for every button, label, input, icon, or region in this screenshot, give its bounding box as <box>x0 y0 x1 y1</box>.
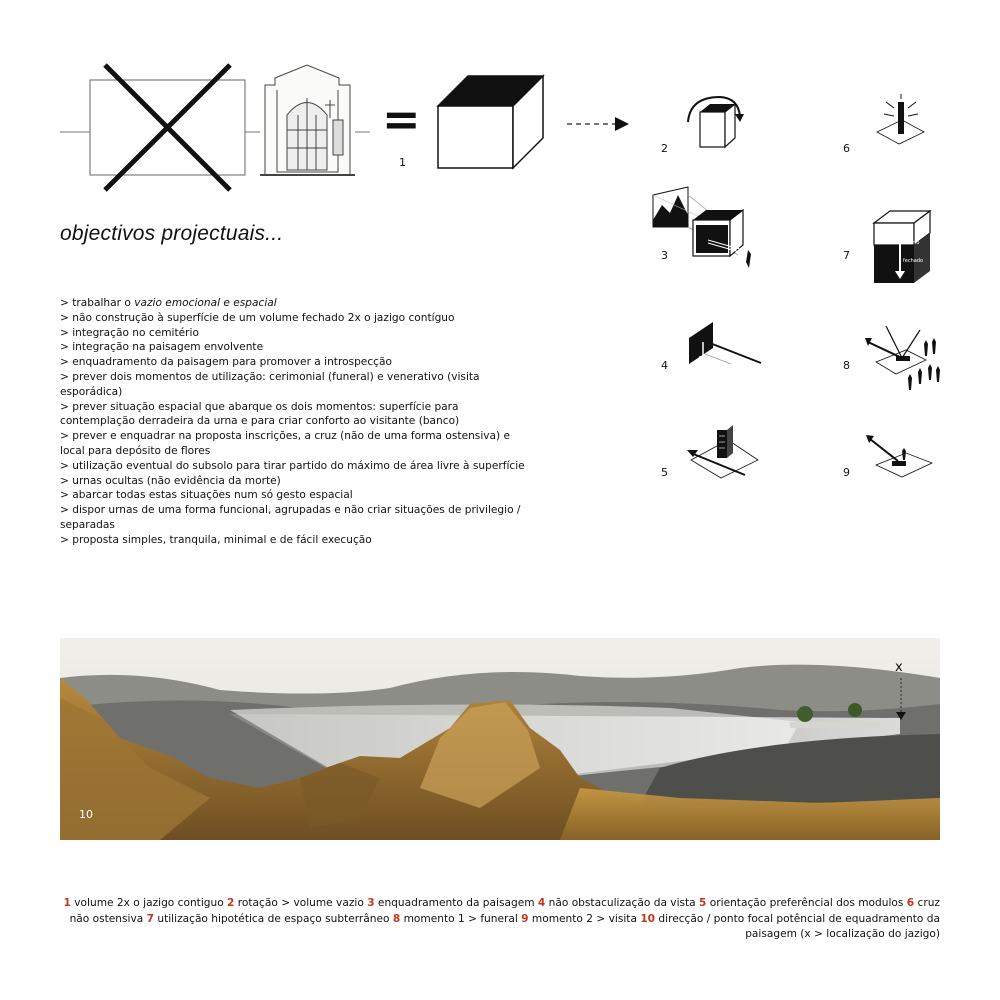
diagram-number-7: 7 <box>843 249 850 262</box>
diagram-6-cross <box>872 92 928 148</box>
figure-caption <box>60 896 940 943</box>
list-item: > integração na paisagem envolvente <box>60 341 264 354</box>
caption-text: direcção / ponto focal potêncial de equadramento da paisagem (x > localização do jazigo) <box>655 912 940 940</box>
section-title: objectivos projectuais... <box>60 222 284 245</box>
list-item: > proposta simples, tranquila, minimal e de fácil execução <box>60 533 372 546</box>
box7-label-bottom: fechado <box>903 258 924 264</box>
list-item: > não construção à superfície de um volume fechado 2x o jazigo contíguo <box>60 311 455 324</box>
objectives-list <box>60 296 530 548</box>
list-item: > dispor urnas de uma forma funcional, agrupadas e não criar situações de privilegio / separadas <box>60 504 521 531</box>
list-item: > abarcar todas estas situações num só gesto espacial <box>60 489 353 502</box>
diagram-number-6: 6 <box>843 142 850 155</box>
caption-text: momento 2 > visita <box>528 912 641 925</box>
list-item: > trabalhar o vazio emocional e espacial <box>60 297 277 309</box>
caption-number: 5 <box>699 897 707 909</box>
caption-text: momento 1 > funeral <box>400 912 522 925</box>
dashed-arrow <box>565 114 635 134</box>
equals-sign: = <box>382 92 421 146</box>
caption-text: não obstaculização da vista <box>545 897 700 909</box>
caption-number: 4 <box>537 897 546 909</box>
caption-text: orientação preferêncial dos modulos <box>706 897 907 909</box>
diagram-number-4: 4 <box>661 359 668 372</box>
list-item: > prever dois momentos de utilização: cerimonial (funeral) e venerativo (visita esporádica) <box>60 370 480 398</box>
caption-number: 8 <box>392 912 401 925</box>
caption-text: rotação > volume vazio <box>234 897 368 909</box>
list-item: > integração no cemitério <box>60 326 199 339</box>
caption-number: 10 <box>640 912 656 925</box>
caption-number: 2 <box>227 897 235 909</box>
caption-number: 6 <box>906 897 915 909</box>
chapel-drawing <box>260 65 355 175</box>
diagram-8-funeral <box>862 320 946 398</box>
box7-label-top: aberto <box>903 240 920 246</box>
diagram-2-rotation <box>680 92 750 152</box>
landscape-panorama <box>60 638 940 840</box>
diagram-number-5: 5 <box>661 466 668 479</box>
panorama-number: 10 <box>79 808 93 821</box>
caption-number: 3 <box>367 897 375 909</box>
caption-text: utilização hipotética de espaço subterrâneo <box>154 912 393 925</box>
diagram-number-2: 2 <box>661 142 668 155</box>
diagram-7-subterranean <box>870 205 938 287</box>
diagram-number-1: 1 <box>399 156 406 169</box>
caption-number: 9 <box>521 912 529 925</box>
diagram-5-orientation <box>683 420 763 480</box>
caption-text: cruz não ostensiva <box>69 897 940 925</box>
caption-text: volume 2x o jazigo contiguo <box>70 897 228 909</box>
diagram-9-visit <box>862 425 942 480</box>
list-item: > prever e enquadrar na proposta inscrições, a cruz (não de uma forma ostensiva) e local para depósito de flores <box>60 430 511 457</box>
diagram-4-view <box>683 318 763 373</box>
caption-number: 1 <box>63 897 71 909</box>
caption-text: enquadramento da paisagem <box>374 897 538 909</box>
list-item: > enquadramento da paisagem para promover a introspecção <box>60 356 392 369</box>
diagram-number-9: 9 <box>843 466 850 479</box>
diagram-number-8: 8 <box>843 359 850 372</box>
list-item: > utilização eventual do subsolo para tirar partido do máximo de área livre à superfície <box>60 459 525 472</box>
list-item: > urnas ocultas (não evidência da morte) <box>60 474 281 487</box>
caption-number: 7 <box>146 912 154 925</box>
open-box-1 <box>428 68 553 173</box>
diagram-number-3: 3 <box>661 249 668 262</box>
location-marker: x <box>895 660 903 675</box>
list-item: > prever situação espacial que abarque os dois momentos: superfície para contemplação derradeira da urna e para criar conforto ao visitante (banco) <box>60 400 460 428</box>
